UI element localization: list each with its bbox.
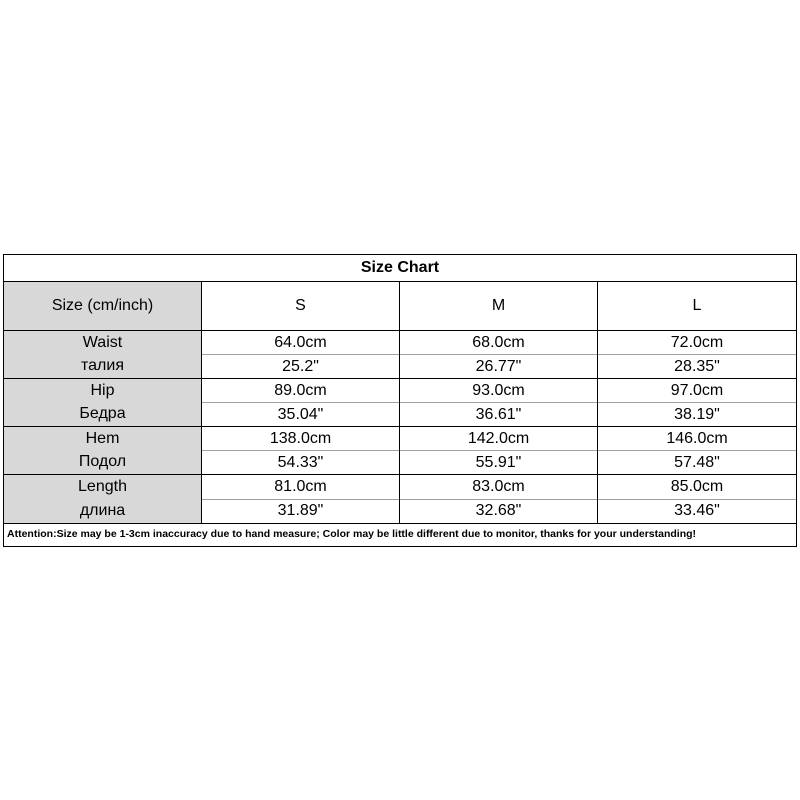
table-row-hip: [4, 379, 796, 427]
table-row-waist: [4, 331, 796, 379]
value-cm: 142.0cm: [400, 427, 597, 451]
row-label: [4, 379, 202, 426]
row-label: [4, 331, 202, 378]
value-inch: 35.04": [277, 405, 324, 423]
row-label-ru: длина: [79, 502, 126, 519]
value-cell-s: [202, 331, 400, 378]
row-label-en: Waist: [82, 333, 123, 351]
value-inch: 26.77": [475, 357, 522, 375]
size-header-l: L: [692, 297, 702, 314]
size-header-m: M: [400, 282, 598, 330]
value-cm: 138.0cm: [202, 427, 399, 451]
row-label-en: Hip: [90, 381, 115, 399]
value-cell-s: [202, 379, 400, 426]
value-cell-s: [202, 427, 400, 474]
value-cm: 83.0cm: [400, 475, 597, 500]
row-label: [4, 427, 202, 474]
value-cm: 97.0cm: [598, 379, 796, 403]
value-inch: 54.33": [277, 453, 324, 471]
row-label-en: Length: [78, 478, 127, 495]
row-label-ru: Бедра: [79, 405, 126, 423]
table-row-hem: [4, 427, 796, 475]
value-cell-m: [400, 379, 598, 426]
value-cm: 85.0cm: [598, 475, 796, 500]
value-cell-l: [598, 475, 796, 523]
size-header-label: Size (cm/inch): [4, 282, 202, 330]
measurement-rows: [4, 331, 796, 524]
value-cell-l: [598, 331, 796, 378]
size-header-s: S: [202, 282, 400, 330]
row-label-ru: талия: [81, 357, 124, 375]
table-title: Size Chart: [4, 255, 796, 282]
value-cell-m: [400, 331, 598, 378]
value-cell-m: [400, 427, 598, 474]
value-cm: 146.0cm: [598, 427, 796, 451]
size-chart-table: [3, 254, 797, 547]
value-cell-l: [598, 427, 796, 474]
value-inch: 28.35": [674, 357, 720, 375]
row-label-ru: Подол: [78, 453, 127, 471]
row-label-en: Hem: [85, 429, 120, 447]
value-cell-s: [202, 475, 400, 523]
attention-note: Attention:Size may be 1-3cm inaccuracy due to hand measure; Color may be little different due to monitor, thanks for your understanding!: [7, 528, 697, 540]
value-inch: 33.46": [674, 502, 720, 520]
value-cm: 68.0cm: [400, 331, 597, 355]
table-row-length: [4, 475, 796, 524]
value-inch: 36.61": [475, 405, 522, 423]
value-cm: 64.0cm: [202, 331, 399, 355]
value-cm: 93.0cm: [400, 379, 597, 403]
value-inch: 55.91": [475, 453, 522, 471]
value-cell-l: [598, 379, 796, 426]
value-inch: 57.48": [674, 453, 720, 471]
value-inch: 25.2": [282, 357, 319, 375]
value-inch: 38.19": [674, 405, 720, 423]
value-cm: 89.0cm: [202, 379, 399, 403]
value-inch: 32.68": [475, 502, 522, 520]
value-cell-m: [400, 475, 598, 523]
value-inch: 31.89": [277, 502, 324, 520]
value-cm: 72.0cm: [598, 331, 796, 355]
value-cm: 81.0cm: [202, 475, 399, 500]
header-row: [4, 282, 796, 331]
row-label: [4, 475, 202, 523]
